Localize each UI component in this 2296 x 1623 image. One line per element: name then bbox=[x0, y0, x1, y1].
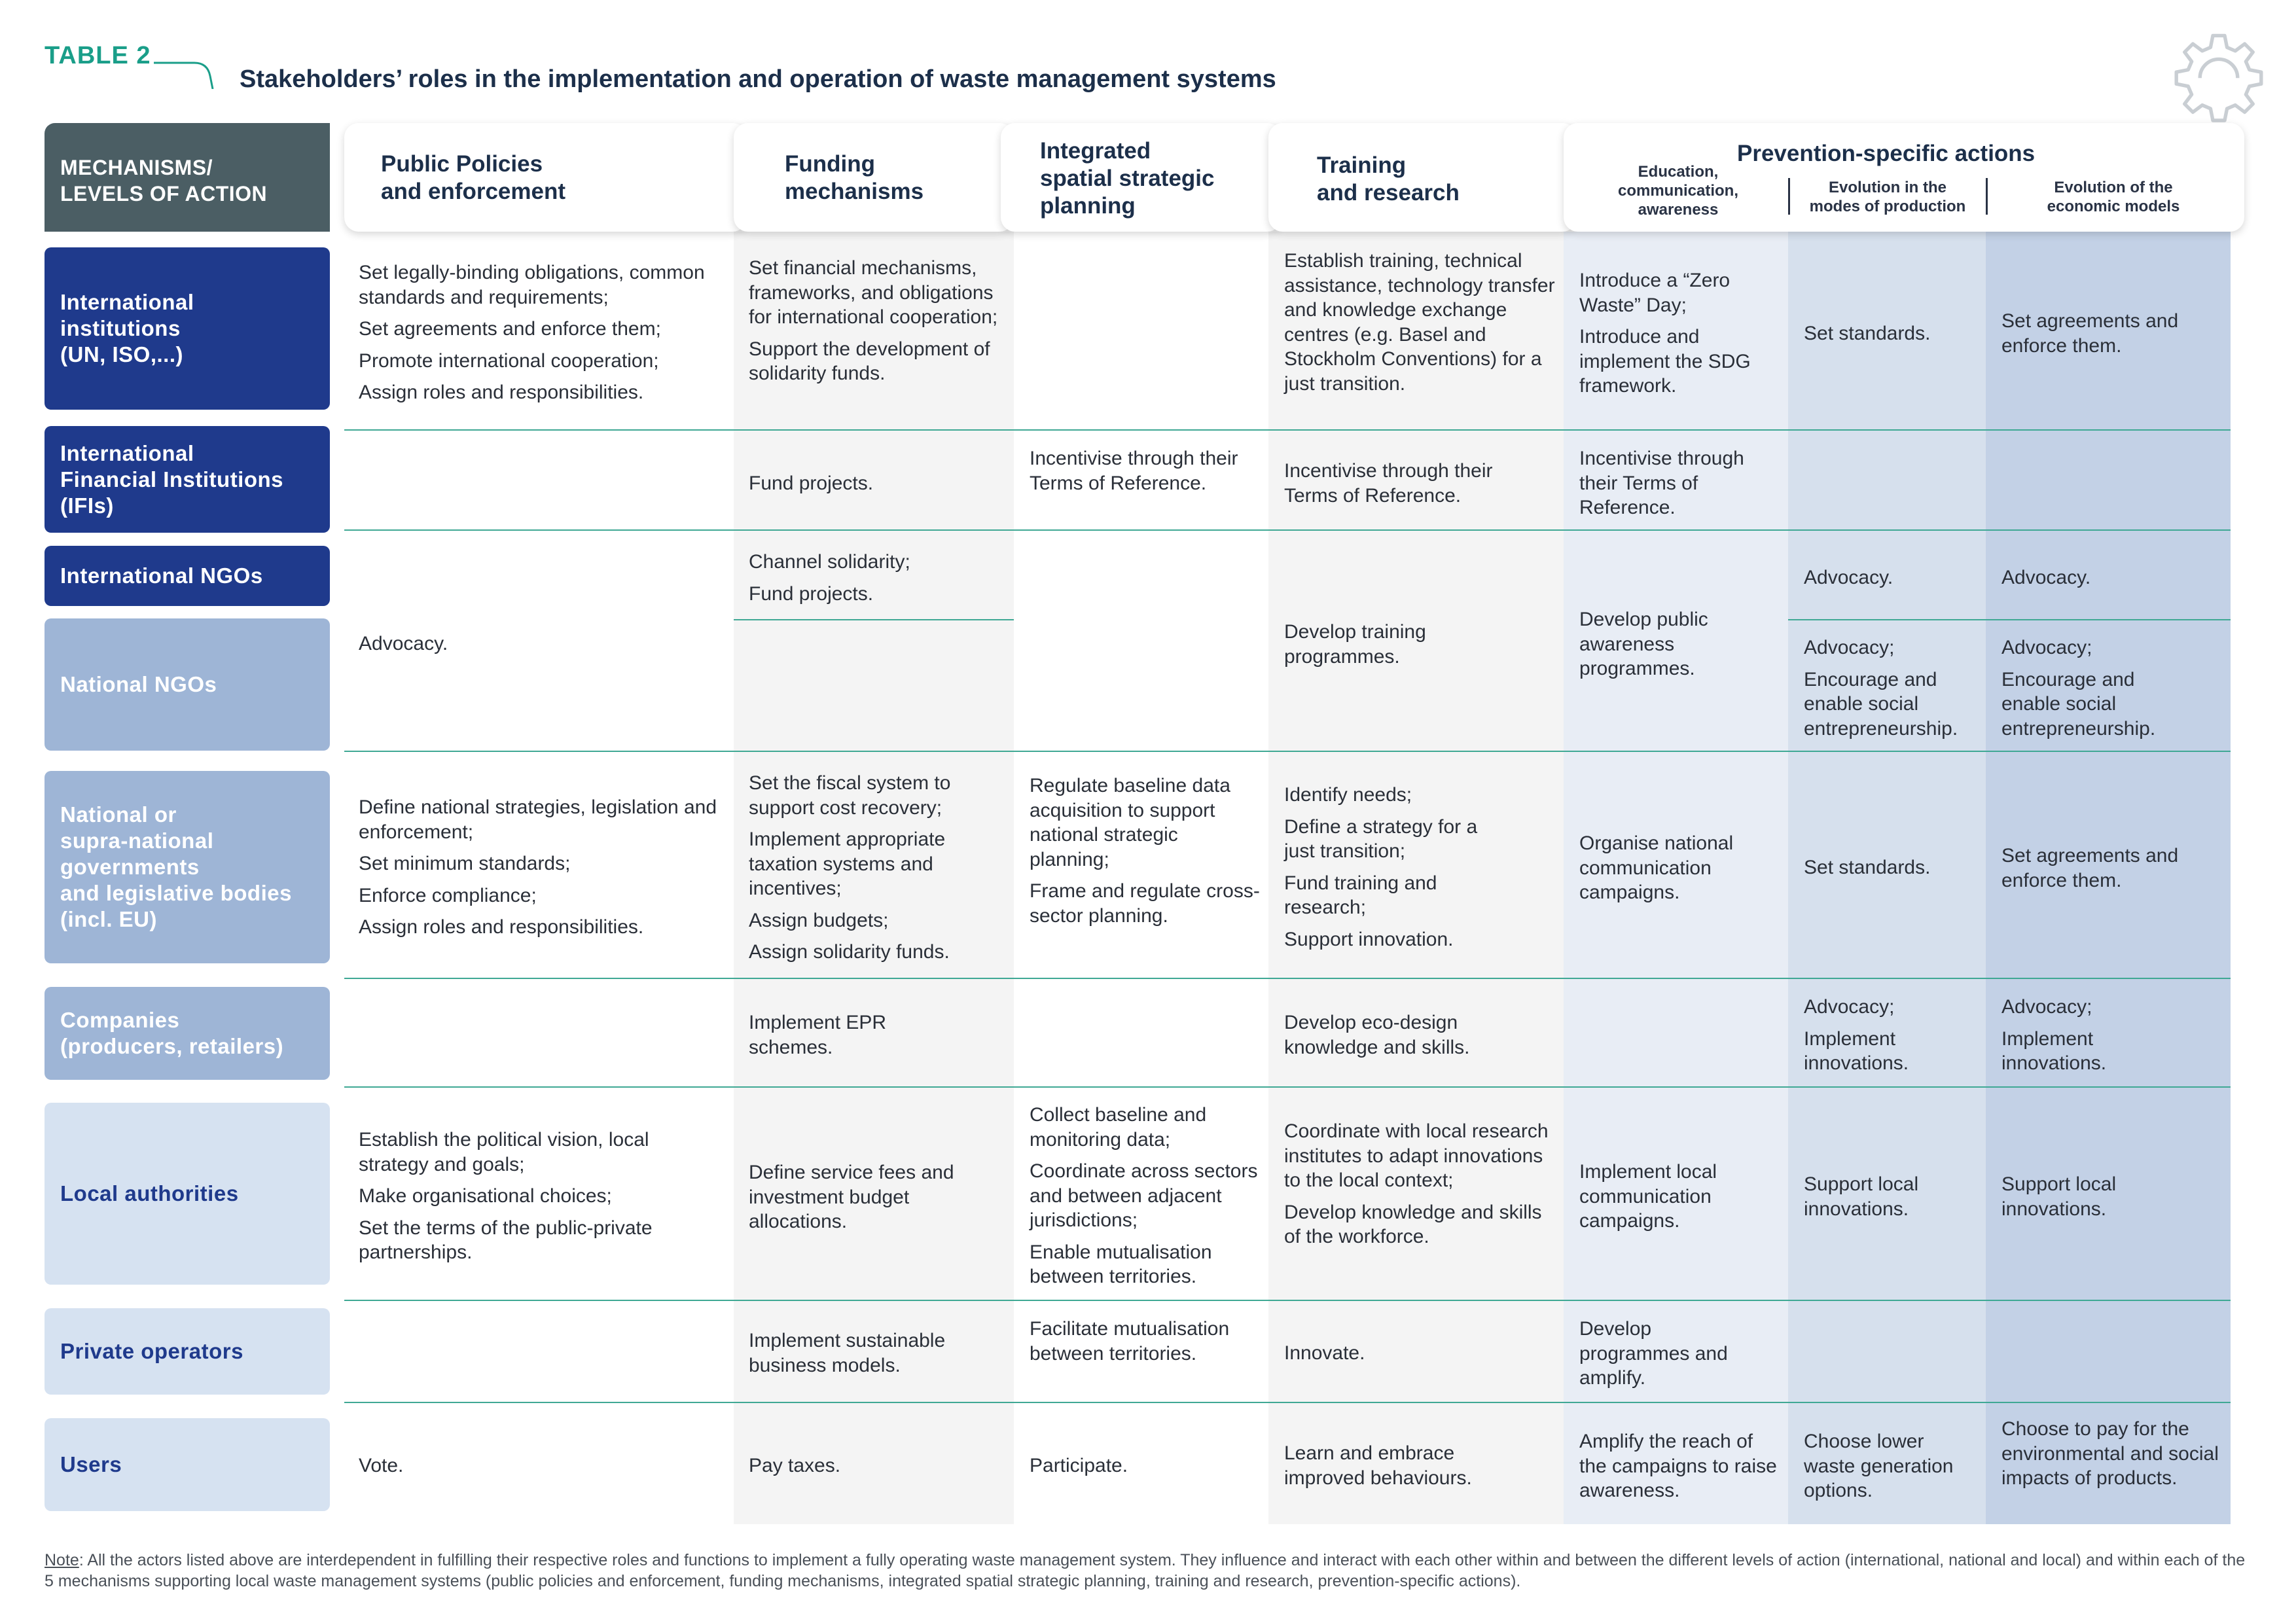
cell-line: Establish training, technical assistance, technology transfer and knowledge exchange centres (e.g. Basel and Stockholm Conventions) for a just transition. bbox=[1284, 250, 1555, 395]
label-line: governments bbox=[60, 855, 200, 879]
cell-line: Assign budgets; bbox=[749, 909, 889, 931]
row-separator bbox=[344, 1300, 2231, 1301]
label-line: National or bbox=[60, 802, 177, 827]
cell-local-spatial bbox=[1030, 1103, 1262, 1289]
cell-line: Advocacy; bbox=[2001, 996, 2092, 1018]
table-number: TABLE 2 bbox=[45, 42, 151, 69]
header-funding bbox=[734, 123, 1014, 232]
cell-line: Enforce compliance; bbox=[359, 884, 537, 906]
cell-line: Set minimum standards; bbox=[359, 853, 571, 874]
cell-private-funding: Implement sustainable business models. bbox=[749, 1330, 946, 1376]
header-prevention bbox=[1564, 123, 2244, 232]
cell-companies-funding: Implement EPR schemes. bbox=[749, 1012, 887, 1058]
cell-local-production: Support local innovations. bbox=[1804, 1173, 1919, 1220]
header-economic bbox=[1996, 178, 2231, 216]
cell-national-production: Set standards. bbox=[1804, 857, 1931, 878]
cell-national-economic: Set agreements and enforce them. bbox=[2001, 845, 2179, 891]
row-separator bbox=[344, 1086, 2231, 1088]
cell-ingos-production: Advocacy. bbox=[1804, 567, 1893, 588]
table-title: Stakeholders’ roles in the implementation and operation of waste management systems bbox=[240, 65, 1276, 93]
cell-ingos-economic: Advocacy. bbox=[2001, 567, 2091, 588]
row-separator bbox=[344, 529, 2231, 531]
row-separator bbox=[344, 978, 2231, 979]
cell-ifis-education: Incentivise through their Terms of Reference. bbox=[1579, 448, 1744, 518]
cell-line: Identify needs; bbox=[1284, 784, 1412, 806]
header-line: modes of production bbox=[1809, 198, 1966, 215]
cell-intl-training bbox=[1284, 249, 1556, 396]
cell-private-spatial: Facilitate mutualisation between territories. bbox=[1030, 1318, 1230, 1364]
cell-national-funding bbox=[749, 771, 1007, 965]
cell-line: Establish the political vision, local strategy and goals; bbox=[359, 1129, 649, 1175]
cell-ifis-funding: Fund projects. bbox=[749, 473, 874, 494]
label-line: (incl. EU) bbox=[60, 907, 158, 931]
header-divider bbox=[1986, 178, 1988, 215]
header-mechanisms-levels bbox=[45, 123, 330, 232]
header-line: planning bbox=[1040, 193, 1136, 219]
header-line: awareness bbox=[1638, 201, 1719, 219]
cell-line: Collect baseline and monitoring data; bbox=[1030, 1104, 1207, 1150]
row-label-companies bbox=[45, 987, 330, 1080]
header-production bbox=[1793, 178, 1982, 216]
footnote bbox=[45, 1550, 2251, 1592]
label-line: and legislative bodies bbox=[60, 881, 292, 905]
cell-line: Fund projects. bbox=[749, 582, 874, 605]
cell-local-public-policies bbox=[359, 1128, 706, 1265]
header-line: Integrated bbox=[1040, 138, 1151, 164]
row-label-private-operators bbox=[45, 1308, 330, 1395]
cell-ingos-funding bbox=[749, 550, 1007, 606]
cell-line: Set legally-binding obligations, common standards and requirements; bbox=[359, 262, 705, 308]
header-line: communication, bbox=[1617, 182, 1739, 200]
cell-local-economic: Support local innovations. bbox=[2001, 1173, 2117, 1220]
cell-line: Introduce and implement the SDG framework. bbox=[1579, 326, 1751, 397]
header-public-policies bbox=[344, 123, 747, 232]
cell-national-education: Organise national communication campaigns. bbox=[1579, 832, 1734, 903]
header-education bbox=[1577, 162, 1780, 219]
header-line: spatial strategic bbox=[1040, 166, 1215, 191]
cell-national-public-policies bbox=[359, 795, 725, 940]
cell-companies-training: Develop eco-design knowledge and skills. bbox=[1284, 1012, 1470, 1058]
cell-line: Assign roles and responsibilities. bbox=[359, 916, 644, 938]
cell-line: Frame and regulate cross-sector planning. bbox=[1030, 880, 1260, 927]
label-line: Private operators bbox=[60, 1339, 243, 1363]
label-line: (producers, retailers) bbox=[60, 1034, 284, 1058]
cell-users-training: Learn and embrace improved behaviours. bbox=[1284, 1442, 1472, 1489]
footnote-label: Note bbox=[45, 1551, 79, 1569]
cell-line: Set agreements and enforce them; bbox=[359, 318, 661, 340]
header-line: Training bbox=[1317, 152, 1407, 178]
row-label-international-ngos bbox=[45, 546, 330, 606]
row-label-users bbox=[45, 1418, 330, 1511]
row-separator bbox=[344, 751, 2231, 752]
header-line: MECHANISMS/ bbox=[60, 156, 213, 179]
cell-ngos-training: Develop training programmes. bbox=[1284, 621, 1426, 668]
header-line: Education, bbox=[1638, 163, 1719, 181]
header-line: mechanisms bbox=[785, 179, 924, 204]
cell-local-education: Implement local communication campaigns. bbox=[1579, 1161, 1717, 1232]
header-spatial bbox=[1001, 123, 1282, 232]
cell-intl-economic: Set agreements and enforce them. bbox=[2001, 310, 2179, 357]
cell-line: Define a strategy for a just transition; bbox=[1284, 815, 1478, 862]
cell-line: Set the fiscal system to support cost recovery; bbox=[749, 772, 951, 819]
cell-users-spatial: Participate. bbox=[1030, 1455, 1128, 1476]
header-line: and enforcement bbox=[381, 179, 565, 204]
cell-line: Advocacy; bbox=[2001, 637, 2092, 658]
header-divider bbox=[1788, 178, 1790, 215]
header-training bbox=[1268, 123, 1577, 232]
title-connector-line bbox=[154, 46, 217, 89]
cell-intl-production: Set standards. bbox=[1804, 323, 1931, 344]
row-label-national-governments bbox=[45, 771, 330, 963]
cell-line: Set financial mechanisms, frameworks, and obligations for international cooperation; bbox=[749, 257, 998, 328]
cell-line: Make organisational choices; bbox=[359, 1185, 612, 1207]
cell-intl-funding bbox=[749, 256, 1007, 386]
cell-line: Support the development of solidarity funds. bbox=[749, 338, 990, 384]
row-separator bbox=[344, 1402, 2231, 1403]
cell-local-training bbox=[1284, 1119, 1559, 1249]
cell-companies-production bbox=[1804, 995, 1981, 1076]
cell-national-training bbox=[1284, 783, 1494, 952]
cell-ngos-education: Develop public awareness programmes. bbox=[1579, 609, 1708, 679]
label-line: International bbox=[60, 290, 194, 314]
header-prevention-title: Prevention-specific actions bbox=[1737, 141, 2036, 166]
header-line: Public Policies bbox=[381, 151, 543, 177]
cell-line: Advocacy; bbox=[1804, 637, 1895, 658]
row-separator bbox=[1788, 619, 2231, 620]
cell-users-production: Choose lower waste generation options. bbox=[1804, 1431, 1954, 1501]
label-line: International bbox=[60, 440, 194, 465]
label-line: institutions bbox=[60, 316, 181, 340]
label-line: Companies bbox=[60, 1008, 180, 1032]
cell-nngos-production bbox=[1804, 635, 1981, 741]
cell-line: Fund training and research; bbox=[1284, 872, 1437, 918]
cell-line: Assign solidarity funds. bbox=[749, 941, 950, 963]
cell-ifis-training: Incentivise through their Terms of Reference. bbox=[1284, 460, 1493, 507]
header-line: LEVELS OF ACTION bbox=[60, 182, 268, 205]
cell-intl-public-policies bbox=[359, 260, 725, 405]
footnote-text: : All the actors listed above are interdependent in fulfilling their respective roles and functions to implement a fully operating waste management system. They influence and interact with each other within and between the different levels of action (international, national and local) and within each of the 5 mechanisms supporting local waste management systems (public policies and enforcement, funding mechanisms, integrated spatial strategic planning, training and research, prevention-specific actions). bbox=[45, 1551, 2246, 1590]
cell-line: Encourage and enable social entrepreneurship. bbox=[1804, 668, 1958, 740]
header-line: and research bbox=[1317, 180, 1460, 205]
label-line: National NGOs bbox=[60, 672, 217, 696]
cell-line: Implement innovations. bbox=[2001, 1027, 2107, 1074]
cell-line: Channel solidarity; bbox=[749, 551, 910, 573]
cell-users-public-policies: Vote. bbox=[359, 1455, 404, 1476]
cell-line: Regulate baseline data acquisition to support national strategic planning; bbox=[1030, 775, 1230, 870]
cell-line: Define national strategies, legislation and enforcement; bbox=[359, 796, 717, 843]
header-line: Evolution in the bbox=[1829, 179, 1946, 196]
header-line: Evolution of the bbox=[2054, 179, 2173, 196]
row-separator bbox=[344, 429, 2231, 431]
row-label-local-authorities bbox=[45, 1103, 330, 1285]
label-line: (IFIs) bbox=[60, 493, 114, 518]
cell-nngos-economic bbox=[2001, 635, 2198, 741]
label-line: Financial Institutions bbox=[60, 467, 284, 491]
cell-line: Promote international cooperation; bbox=[359, 349, 659, 372]
label-line: International NGOs bbox=[60, 563, 263, 588]
cell-users-funding: Pay taxes. bbox=[749, 1455, 841, 1476]
header-line: economic models bbox=[2047, 198, 2180, 215]
cell-users-education: Amplify the reach of the campaigns to raise awareness. bbox=[1579, 1431, 1777, 1501]
cell-line: Support innovation. bbox=[1284, 928, 1454, 950]
cell-line: Enable mutualisation between territories. bbox=[1030, 1241, 1212, 1287]
row-label-international-institutions bbox=[45, 247, 330, 410]
cell-line: Encourage and enable social entrepreneurship. bbox=[2001, 668, 2156, 740]
label-line: Users bbox=[60, 1452, 122, 1476]
cell-line: Implement appropriate taxation systems and incentives; bbox=[749, 829, 946, 899]
cell-ngos-public-policies: Advocacy. bbox=[359, 633, 448, 654]
cell-line: Set the terms of the public-private partnerships. bbox=[359, 1217, 653, 1263]
cell-intl-education bbox=[1579, 268, 1776, 399]
cell-line: Coordinate across sectors and between adjacent jurisdictions; bbox=[1030, 1160, 1258, 1231]
cell-local-funding: Define service fees and investment budget allocations. bbox=[749, 1162, 954, 1232]
cell-ifis-spatial: Incentivise through their Terms of Reference. bbox=[1030, 448, 1238, 494]
header-line: Funding bbox=[785, 151, 876, 177]
cell-line: Assign roles and responsibilities. bbox=[359, 382, 644, 403]
cell-line: Implement innovations. bbox=[1804, 1027, 1909, 1074]
cell-line: Develop knowledge and skills of the workforce. bbox=[1284, 1201, 1542, 1247]
cell-private-education: Develop programmes and amplify. bbox=[1579, 1318, 1728, 1389]
cell-users-economic: Choose to pay for the environmental and social impacts of products. bbox=[2001, 1418, 2219, 1489]
cell-companies-economic bbox=[2001, 995, 2178, 1076]
cell-line: Coordinate with local research institutes to adapt innovations to the local context; bbox=[1284, 1120, 1549, 1191]
label-line: Local authorities bbox=[60, 1181, 239, 1205]
cell-line: Introduce a “Zero Waste” Day; bbox=[1579, 270, 1731, 316]
label-line: (UN, ISO,...) bbox=[60, 342, 183, 366]
row-label-national-ngos bbox=[45, 618, 330, 751]
label-line: supra-national bbox=[60, 829, 214, 853]
cell-national-spatial bbox=[1030, 774, 1262, 928]
row-separator bbox=[734, 619, 1014, 620]
cell-private-training: Innovate. bbox=[1284, 1342, 1365, 1364]
cell-line: Advocacy; bbox=[1804, 996, 1895, 1018]
row-label-ifis bbox=[45, 426, 330, 533]
